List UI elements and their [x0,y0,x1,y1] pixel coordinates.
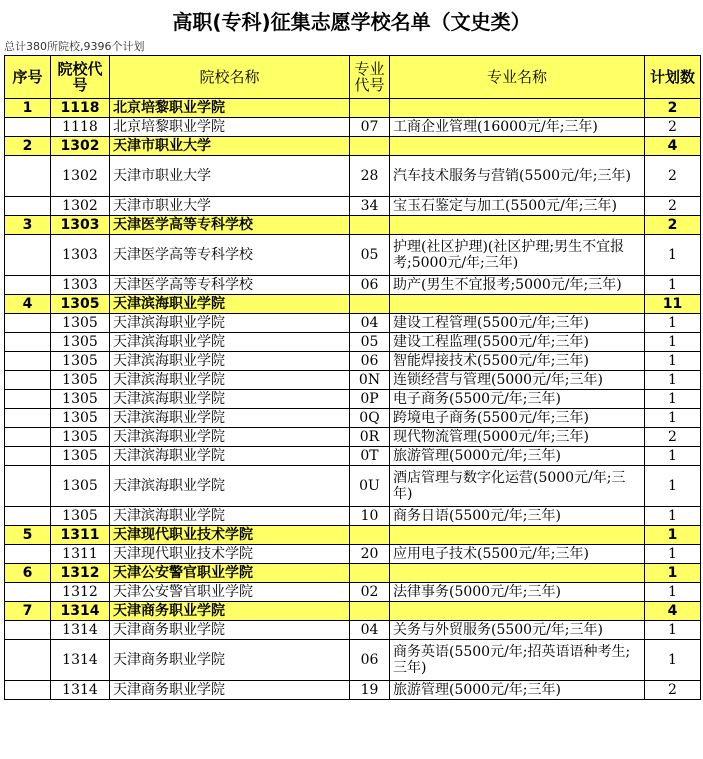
cell-school-name: 北京培黎职业学院 [110,118,350,137]
cell-major-code: 0R [350,428,390,447]
cell-major-code: 05 [350,235,390,276]
cell-school-name: 天津滨海职业学院 [110,507,350,526]
cell-seq [5,640,51,681]
cell-major-code: 07 [350,118,390,137]
cell-major-code: 02 [350,583,390,602]
cell-major-code: 06 [350,640,390,681]
cell-seq [5,235,51,276]
cell-major-code: 0P [350,390,390,409]
cell-school-name: 天津滨海职业学院 [110,352,350,371]
cell-seq [5,681,51,700]
school-row [5,99,701,118]
major-row [5,197,701,216]
cell-seq [5,428,51,447]
cell-school-name: 天津滨海职业学院 [110,466,350,507]
cell-plan: 1 [645,507,701,526]
cell-plan: 2 [645,99,701,118]
cell-school-code: 1305 [51,314,110,333]
cell-plan: 1 [645,466,701,507]
cell-seq [5,545,51,564]
cell-major-name: 建设工程管理(5500元/年;三年) [390,314,645,333]
cell-plan: 11 [645,295,701,314]
cell-major-code [350,526,390,545]
cell-seq: 1 [5,99,51,118]
cell-plan: 1 [645,640,701,681]
cell-plan: 1 [645,390,701,409]
cell-major-name: 关务与外贸服务(5500元/年;三年) [390,621,645,640]
cell-school-code: 1305 [51,390,110,409]
cell-school-name: 天津滨海职业学院 [110,447,350,466]
cell-major-code: 0Q [350,409,390,428]
cell-major-code: 06 [350,276,390,295]
cell-plan: 1 [645,333,701,352]
cell-school-name: 天津商务职业学院 [110,621,350,640]
cell-school-code: 1303 [51,276,110,295]
cell-school-name: 天津滨海职业学院 [110,333,350,352]
cell-school-name: 天津医学高等专科学校 [110,235,350,276]
cell-school-code: 1305 [51,371,110,390]
cell-plan: 1 [645,526,701,545]
cell-seq: 3 [5,216,51,235]
cell-school-code: 1314 [51,640,110,681]
cell-plan: 2 [645,681,701,700]
cell-seq [5,447,51,466]
cell-major-name: 汽车技术服务与营销(5500元/年;三年) [390,156,645,197]
cell-seq [5,118,51,137]
cell-major-name: 旅游管理(5000元/年;三年) [390,447,645,466]
cell-major-name [390,99,645,118]
cell-school-name: 北京培黎职业学院 [110,99,350,118]
cell-seq [5,333,51,352]
cell-plan: 4 [645,602,701,621]
cell-school-code: 1302 [51,137,110,156]
cell-major-code: 06 [350,352,390,371]
cell-major-code: 04 [350,621,390,640]
cell-major-name: 建设工程监理(5500元/年;三年) [390,333,645,352]
cell-school-name: 天津滨海职业学院 [110,295,350,314]
cell-school-name: 天津公安警官职业学院 [110,564,350,583]
cell-seq [5,156,51,197]
page-title: 高职(专科)征集志愿学校名单（文史类） [172,10,531,34]
header-school-code: 院校代号 [51,56,110,99]
cell-major-code: 04 [350,314,390,333]
cell-seq [5,583,51,602]
cell-seq: 4 [5,295,51,314]
cell-school-name: 天津滨海职业学院 [110,409,350,428]
cell-school-name: 天津滨海职业学院 [110,371,350,390]
cell-plan: 2 [645,216,701,235]
cell-school-code: 1314 [51,602,110,621]
cell-seq: 5 [5,526,51,545]
cell-plan: 1 [645,235,701,276]
header-plan: 计划数 [645,56,701,99]
cell-seq [5,352,51,371]
major-row [5,428,701,447]
cell-school-name: 天津现代职业技术学院 [110,545,350,564]
cell-plan: 2 [645,197,701,216]
school-row [5,295,701,314]
cell-major-code: 0U [350,466,390,507]
cell-plan: 1 [645,564,701,583]
school-row [5,137,701,156]
cell-major-name: 现代物流管理(5000元/年;三年) [390,428,645,447]
cell-major-code [350,564,390,583]
cell-school-code: 1118 [51,99,110,118]
cell-plan: 1 [645,314,701,333]
cell-seq [5,314,51,333]
cell-school-name: 天津市职业大学 [110,137,350,156]
major-row [5,409,701,428]
table-body [5,99,701,700]
cell-seq [5,621,51,640]
major-row [5,545,701,564]
table-header-row [5,56,701,99]
cell-major-name: 智能焊接技术(5500元/年;三年) [390,352,645,371]
cell-school-name: 天津公安警官职业学院 [110,583,350,602]
school-row [5,216,701,235]
cell-major-name: 法律事务(5000元/年;三年) [390,583,645,602]
cell-school-name: 天津商务职业学院 [110,602,350,621]
cell-major-name [390,295,645,314]
cell-major-name: 工商企业管理(16000元/年;三年) [390,118,645,137]
cell-seq [5,507,51,526]
cell-major-name: 宝玉石鉴定与加工(5500元/年;三年) [390,197,645,216]
cell-plan: 1 [645,276,701,295]
cell-major-name [390,602,645,621]
cell-school-name: 天津医学高等专科学校 [110,216,350,235]
schools-table [4,55,701,700]
cell-seq [5,409,51,428]
major-row [5,583,701,602]
cell-plan: 2 [645,156,701,197]
major-row [5,447,701,466]
major-row [5,466,701,507]
cell-plan: 2 [645,428,701,447]
cell-major-name: 应用电子技术(5500元/年;三年) [390,545,645,564]
cell-major-name: 商务日语(5500元/年;三年) [390,507,645,526]
cell-major-name [390,526,645,545]
cell-seq [5,371,51,390]
cell-plan: 1 [645,621,701,640]
cell-plan: 2 [645,118,701,137]
cell-school-code: 1305 [51,428,110,447]
cell-school-code: 1314 [51,681,110,700]
cell-major-code: 34 [350,197,390,216]
cell-major-code [350,216,390,235]
cell-major-name: 助产(男生不宜报考;5000元/年;三年) [390,276,645,295]
header-major-code: 专业代号 [350,56,390,99]
school-row [5,602,701,621]
cell-major-code [350,295,390,314]
cell-major-name [390,564,645,583]
major-row [5,118,701,137]
cell-major-name: 跨境电子商务(5500元/年;三年) [390,409,645,428]
cell-school-name: 天津市职业大学 [110,197,350,216]
major-row [5,681,701,700]
cell-school-code: 1305 [51,333,110,352]
major-row [5,333,701,352]
cell-major-name: 连锁经营与管理(5000元/年;三年) [390,371,645,390]
major-row [5,235,701,276]
cell-major-code [350,99,390,118]
cell-plan: 1 [645,545,701,564]
cell-school-code: 1302 [51,156,110,197]
cell-major-code: 28 [350,156,390,197]
cell-seq: 7 [5,602,51,621]
cell-seq [5,390,51,409]
cell-school-name: 天津商务职业学院 [110,681,350,700]
cell-plan: 1 [645,583,701,602]
cell-school-code: 1305 [51,447,110,466]
cell-major-name: 商务英语(5500元/年;招英语语种考生;三年) [390,640,645,681]
cell-school-code: 1305 [51,466,110,507]
cell-school-code: 1303 [51,235,110,276]
major-row [5,640,701,681]
major-row [5,156,701,197]
major-row [5,390,701,409]
cell-major-name: 电子商务(5500元/年;三年) [390,390,645,409]
cell-major-name: 护理(社区护理)(社区护理;男生不宜报考;5000元/年;三年) [390,235,645,276]
cell-seq [5,466,51,507]
cell-plan: 1 [645,371,701,390]
header-major-name: 专业名称 [390,56,645,99]
cell-plan: 4 [645,137,701,156]
cell-school-name: 天津滨海职业学院 [110,428,350,447]
cell-major-code [350,602,390,621]
cell-major-code: 05 [350,333,390,352]
cell-plan: 1 [645,409,701,428]
major-row [5,314,701,333]
cell-major-code: 20 [350,545,390,564]
major-row [5,352,701,371]
cell-seq [5,197,51,216]
cell-seq: 6 [5,564,51,583]
cell-plan: 1 [645,352,701,371]
cell-school-code: 1311 [51,526,110,545]
cell-school-code: 1314 [51,621,110,640]
cell-school-name: 天津滨海职业学院 [110,390,350,409]
cell-major-code: 10 [350,507,390,526]
cell-school-code: 1305 [51,409,110,428]
cell-major-code: 0T [350,447,390,466]
cell-major-name [390,216,645,235]
cell-major-name: 酒店管理与数字化运营(5000元/年;三年) [390,466,645,507]
cell-seq: 2 [5,137,51,156]
cell-major-name: 旅游管理(5000元/年;三年) [390,681,645,700]
school-row [5,564,701,583]
cell-school-code: 1305 [51,295,110,314]
cell-school-name: 天津滨海职业学院 [110,314,350,333]
summary-text: 总计380所院校,9396个计划 [4,40,145,53]
major-row [5,276,701,295]
cell-school-name: 天津市职业大学 [110,156,350,197]
cell-school-name: 天津商务职业学院 [110,640,350,681]
cell-school-code: 1118 [51,118,110,137]
school-row [5,526,701,545]
major-row [5,371,701,390]
cell-school-name: 天津医学高等专科学校 [110,276,350,295]
cell-major-code [350,137,390,156]
cell-school-code: 1312 [51,564,110,583]
cell-school-code: 1302 [51,197,110,216]
cell-school-code: 1312 [51,583,110,602]
cell-major-code: 0N [350,371,390,390]
cell-school-code: 1311 [51,545,110,564]
cell-school-code: 1305 [51,352,110,371]
cell-school-name: 天津现代职业技术学院 [110,526,350,545]
header-seq: 序号 [5,56,51,99]
cell-school-code: 1305 [51,507,110,526]
major-row [5,507,701,526]
cell-school-code: 1303 [51,216,110,235]
cell-plan: 1 [645,447,701,466]
major-row [5,621,701,640]
cell-major-code: 19 [350,681,390,700]
cell-seq [5,276,51,295]
header-school-name: 院校名称 [110,56,350,99]
cell-major-name [390,137,645,156]
